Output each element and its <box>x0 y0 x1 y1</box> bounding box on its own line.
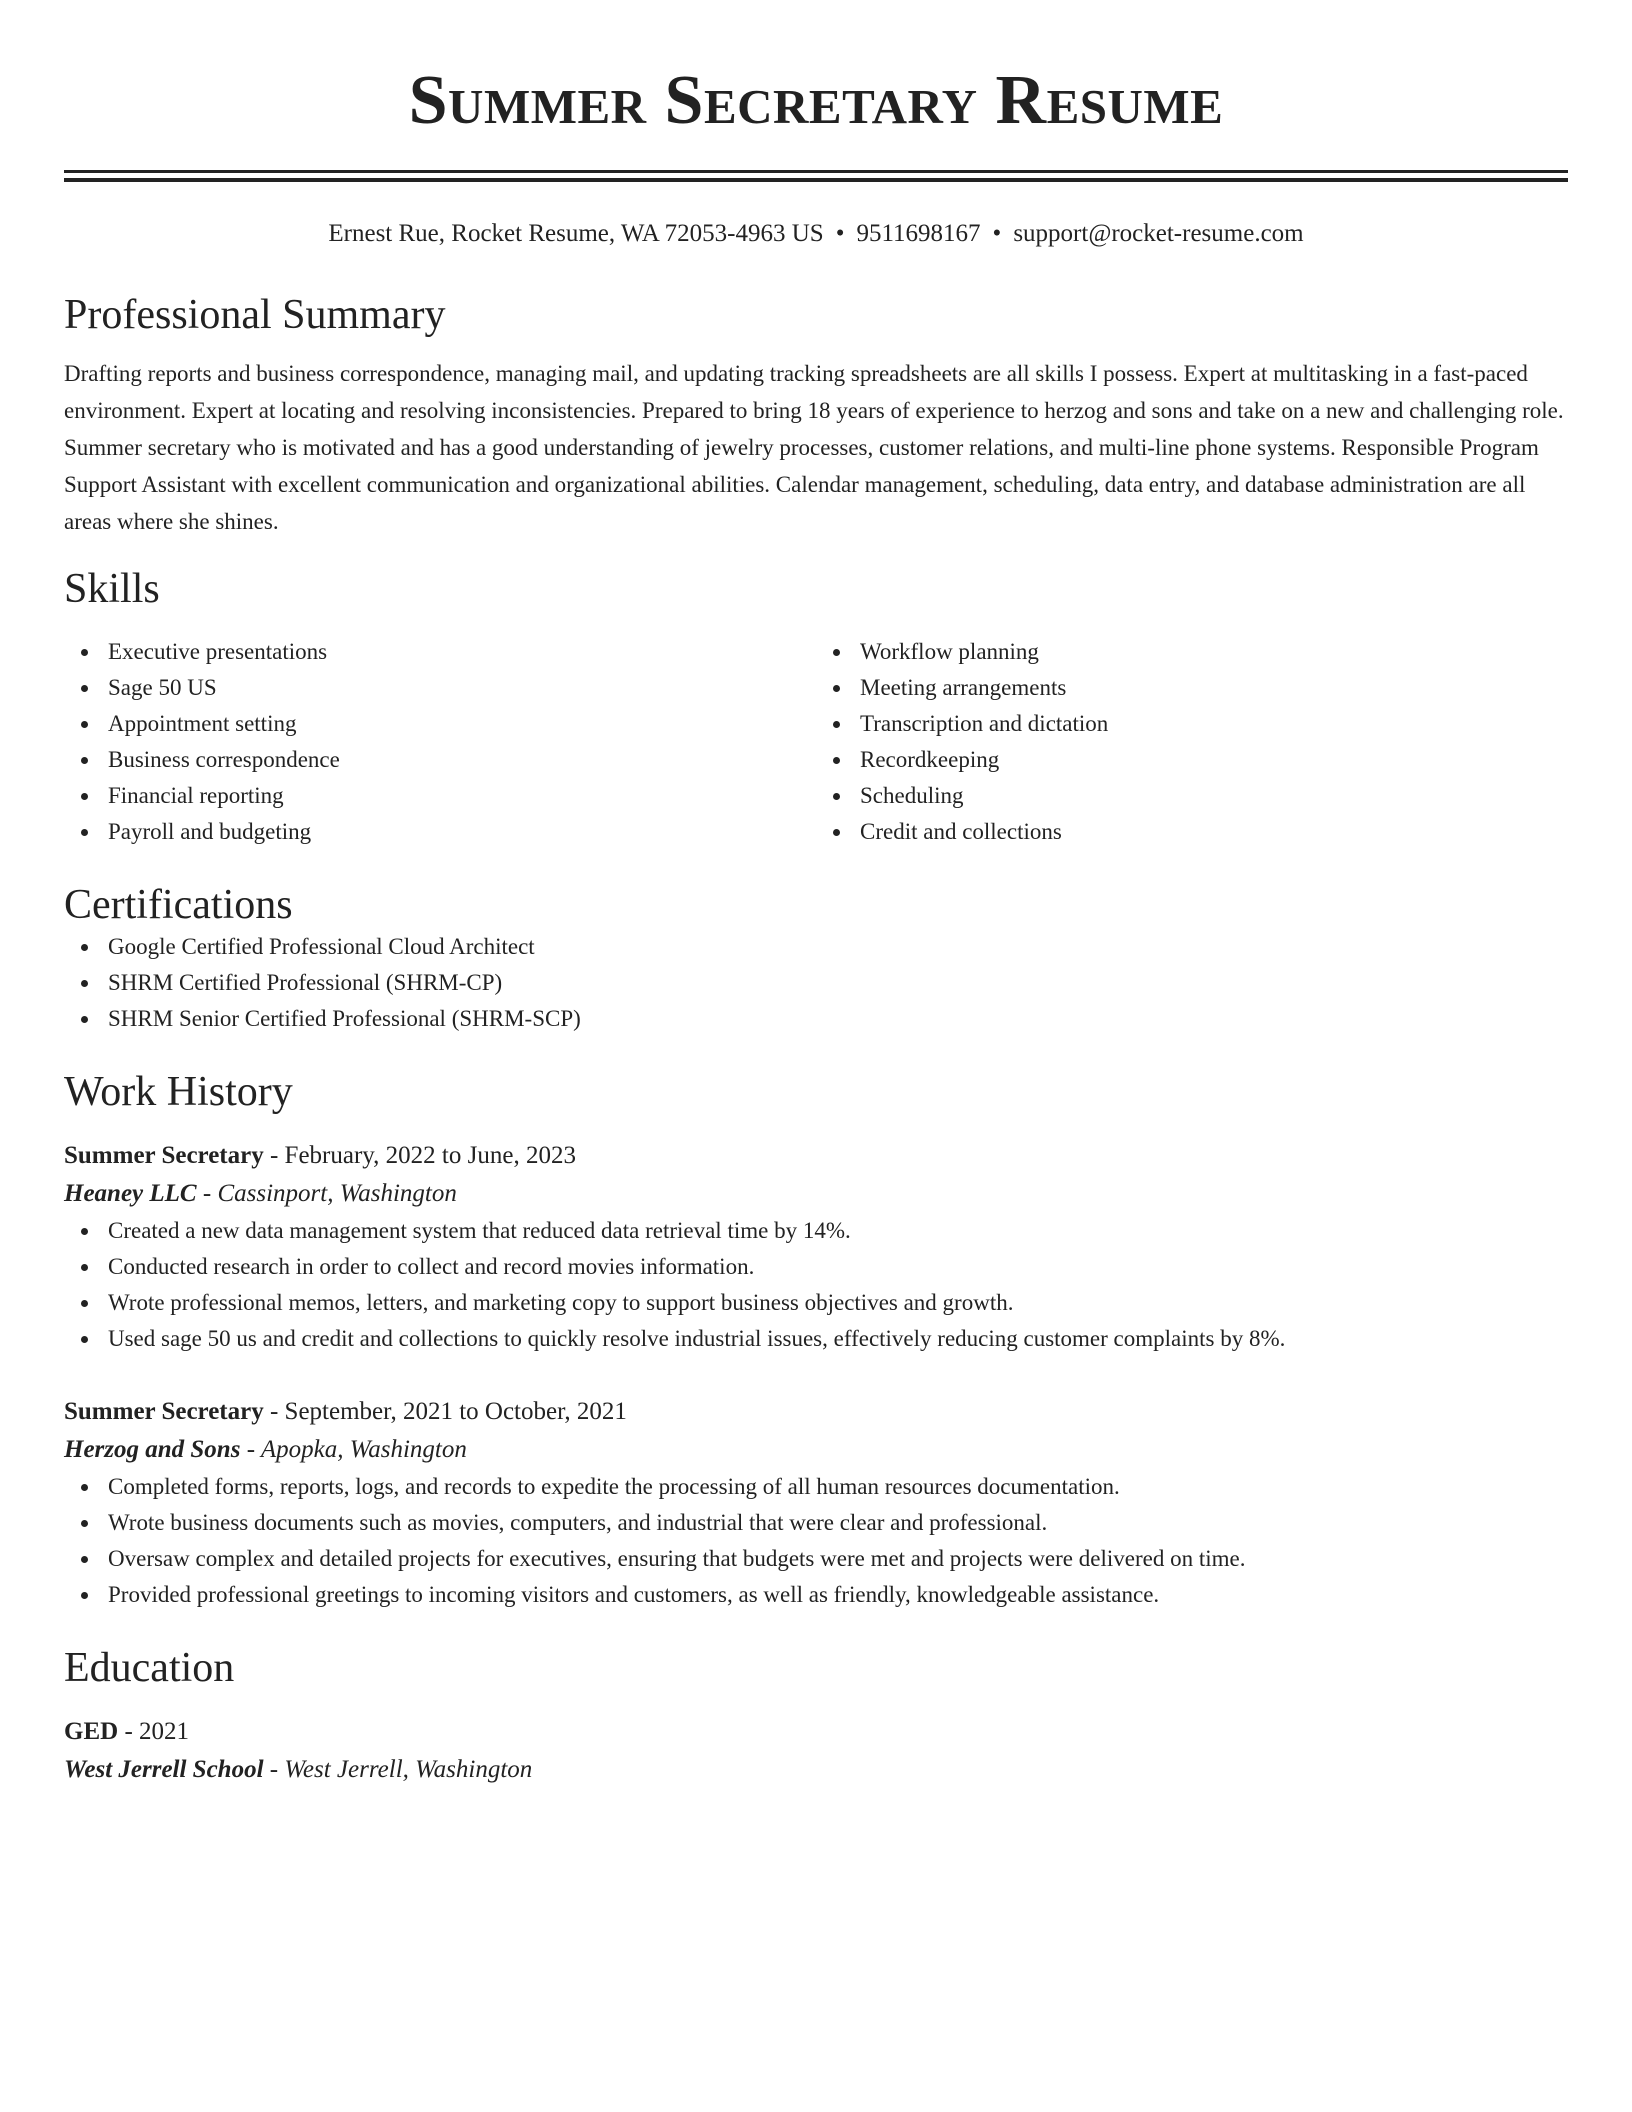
job-bullet: Used sage 50 us and credit and collections to quickly resolve industrial issues, effectively reducing customer complaints by 8%. <box>64 1321 1568 1357</box>
summary-text: Drafting reports and business correspondence, managing mail, and updating tracking spreadsheets are all skills I possess. Expert at multitasking in a fast-paced environment. Expert at locating and resolving inconsistencies. Prepared to bring 18 years of experience to herzog and sons and take on a new and challenging role. Summer secretary who is motivated and has a good understanding of jewelry processes, customer relations, and multi-line phone systems. Responsible Program Support Assistant with excellent communication and organizational abilities. Calendar management, scheduling, data entry, and database administration are all areas where she shines. <box>64 361 1564 535</box>
job-location: Cassinport, Washington <box>217 1179 457 1207</box>
job-bullet: Conducted research in order to collect and record movies information. <box>64 1249 1568 1285</box>
skill-item: Meeting arrangements <box>816 670 1568 706</box>
dash-separator: - <box>263 1397 285 1425</box>
title-divider-thin <box>64 170 1568 173</box>
contact-email: support@rocket-resume.com <box>1013 220 1304 247</box>
skill-item: Payroll and budgeting <box>64 814 816 850</box>
job-location: Apopka, Washington <box>260 1435 467 1463</box>
skills-column-right <box>816 634 1568 850</box>
certification-item: SHRM Senior Certified Professional (SHRM-SCP) <box>64 1001 1568 1037</box>
skills-column-left <box>64 634 816 850</box>
job-employer-line <box>64 1175 1568 1213</box>
job-bullet: Completed forms, reports, logs, and records to expedite the processing of all human resources documentation. <box>64 1469 1568 1505</box>
certifications-heading: Certifications <box>64 882 293 929</box>
education-header <box>64 1713 1568 1751</box>
skills-columns <box>64 634 1568 850</box>
skill-item: Credit and collections <box>816 814 1568 850</box>
job-employer-line <box>64 1431 1568 1469</box>
job-entry <box>64 1393 1568 1613</box>
job-bullets <box>64 1213 1568 1357</box>
job-bullet: Created a new data management system that reduced data retrieval time by 14%. <box>64 1213 1568 1249</box>
skill-item: Business correspondence <box>64 742 816 778</box>
contact-separator: • <box>835 220 845 247</box>
job-bullet: Provided professional greetings to incoming visitors and customers, as well as friendly, knowledgeable assistance. <box>64 1577 1568 1613</box>
certifications-list <box>64 929 1568 1037</box>
dash-separator: - <box>240 1435 261 1463</box>
skill-item: Recordkeeping <box>816 742 1568 778</box>
skill-item: Transcription and dictation <box>816 706 1568 742</box>
job-dates: February, 2022 to June, 2023 <box>284 1141 576 1169</box>
summary-heading: Professional Summary <box>64 292 446 338</box>
contact-address: Ernest Rue, Rocket Resume, WA 72053-4963 US <box>328 220 824 247</box>
education-degree: GED <box>64 1717 119 1745</box>
job-entry <box>64 1137 1568 1357</box>
work-history-heading: Work History <box>64 1068 293 1115</box>
title-divider-thick <box>64 178 1568 182</box>
skills-list-right <box>816 634 1568 850</box>
education-school-line <box>64 1751 1568 1789</box>
education-year: 2021 <box>139 1717 190 1745</box>
certification-item: Google Certified Professional Cloud Architect <box>64 929 1568 965</box>
contact-phone: 9511698167 <box>856 220 981 247</box>
job-employer: Herzog and Sons <box>64 1435 241 1463</box>
skill-item: Scheduling <box>816 778 1568 814</box>
job-dates: September, 2021 to October, 2021 <box>284 1397 627 1425</box>
dash-separator: - <box>263 1755 285 1783</box>
job-bullet: Wrote professional memos, letters, and marketing copy to support business objectives and growth. <box>64 1285 1568 1321</box>
education-location: West Jerrell, Washington <box>284 1755 533 1783</box>
skill-item: Financial reporting <box>64 778 816 814</box>
skills-list-left <box>64 634 816 850</box>
job-bullet: Wrote business documents such as movies, computers, and industrial that were clear and professional. <box>64 1505 1568 1541</box>
skill-item: Appointment setting <box>64 706 816 742</box>
education-school: West Jerrell School <box>64 1755 264 1783</box>
dash-separator: - <box>196 1179 218 1207</box>
skill-item: Executive presentations <box>64 634 816 670</box>
skills-heading: Skills <box>64 566 160 613</box>
dash-separator: - <box>118 1717 140 1745</box>
job-role: Summer Secretary <box>64 1397 264 1425</box>
contact-separator: • <box>992 220 1002 247</box>
education-entry <box>64 1713 1568 1789</box>
job-bullets <box>64 1469 1568 1613</box>
job-employer: Heaney LLC <box>64 1179 197 1207</box>
job-header <box>64 1393 1568 1431</box>
resume-title: Summer Secretary Resume <box>408 62 1224 139</box>
contact-line <box>64 218 1568 250</box>
skill-item: Sage 50 US <box>64 670 816 706</box>
job-bullet: Oversaw complex and detailed projects for executives, ensuring that budgets were met and projects were delivered on time. <box>64 1541 1568 1577</box>
job-role: Summer Secretary <box>64 1141 264 1169</box>
job-header <box>64 1137 1568 1175</box>
education-heading: Education <box>64 1644 235 1691</box>
dash-separator: - <box>263 1141 285 1169</box>
skill-item: Workflow planning <box>816 634 1568 670</box>
certification-item: SHRM Certified Professional (SHRM-CP) <box>64 965 1568 1001</box>
